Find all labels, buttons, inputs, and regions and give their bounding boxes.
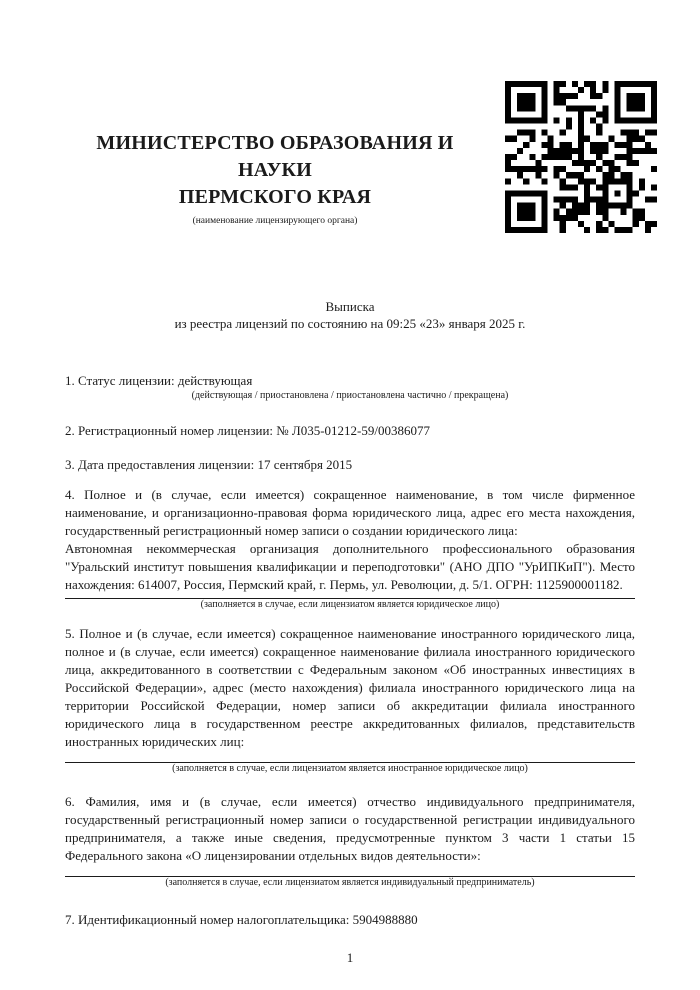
item-text: 6. Фамилия, имя и (в случае, если имеется) отчество индивидуального предпринимателя, государственный регистрационный номер записи о государственной регистрации индивидуального предпринимателя, а также иные сведения, предусмотренные пунктом 3 части 1 статьи 15 Федерального закона «О лицензировании отдельных видов деятельности»:	[65, 794, 635, 863]
item-text: 7. Идентификационный номер налогоплательщика: 5904988880	[65, 912, 418, 927]
item-registration-number	[65, 422, 635, 440]
item-caption: (заполняется в случае, если лицензиатом является юридическое лицо)	[200, 599, 500, 610]
ministry-name-line1: МИНИСТЕРСТВО ОБРАЗОВАНИЯ И НАУКИ	[96, 132, 454, 181]
item-text: 2. Регистрационный номер лицензии: № Л035-01212-59/00386077	[65, 423, 431, 438]
document-body	[65, 298, 635, 967]
ministry-caption: (наименование лицензирующего органа)	[192, 216, 358, 226]
licensing-authority-header	[63, 130, 487, 227]
item-text: 5. Полное и (в случае, если имеется) сокращенное наименование иностранного юридического лица, полное и (в случае, если имеется) сокращенное наименование филиала иностранного юридического лица, аккредитованного в соответствии с Федеральным законом «Об иностранных инвестициях в Российской Федерации», адрес (место нахождения) филиала иностранного юридического лица на территории Российской Федерации, номер записи об аккредитации филиала иностранного юридического лица в государственном реестре аккредитованных филиалов, представительств иностранных юридических лиц:	[65, 626, 635, 749]
item-caption: (заполняется в случае, если лицензиатом является иностранное юридическое лицо)	[172, 763, 528, 774]
qr-code	[505, 81, 657, 233]
document-title	[65, 298, 635, 332]
item-legal-entity	[65, 486, 635, 611]
item-grant-date	[65, 456, 635, 474]
page-number: 1	[346, 950, 354, 965]
item-caption: (действующая / приостановлена / приостановлена частично / прекращена)	[191, 390, 509, 401]
item-text: 3. Дата предоставления лицензии: 17 сентября 2015	[65, 457, 353, 472]
item-individual-entrepreneur	[65, 793, 635, 889]
item-value: Автономная некоммерческая организация дополнительного профессионального образования "Уральский институт повышения квалификации и переподготовки" (АНО ДПО "УрИПКиП"). Место нахождения: 614007, Россия, Пермский край, г. Пермь, ул. Революции, д. 5/1. ОГРН: 1125900001182.	[65, 541, 635, 592]
item-caption: (заполняется в случае, если лицензиатом является индивидуальный предприниматель)	[165, 877, 535, 888]
item-foreign-entity	[65, 625, 635, 775]
item-license-status	[65, 372, 635, 402]
item-text: 1. Статус лицензии: действующая	[65, 373, 253, 388]
ministry-name-line2: ПЕРМСКОГО КРАЯ	[178, 186, 372, 208]
title-line2: из реестра лицензий по состоянию на 09:25 «23» января 2025 г.	[174, 316, 526, 331]
title-line1: Выписка	[325, 299, 375, 314]
item-text: 4. Полное и (в случае, если имеется) сокращенное наименование, в том числе фирменное наименование, и организационно-правовая форма юридического лица, адрес его места нахождения, государственный регистрационный номер записи о создании юридического лица:	[65, 487, 635, 538]
item-taxpayer-number	[65, 911, 635, 929]
